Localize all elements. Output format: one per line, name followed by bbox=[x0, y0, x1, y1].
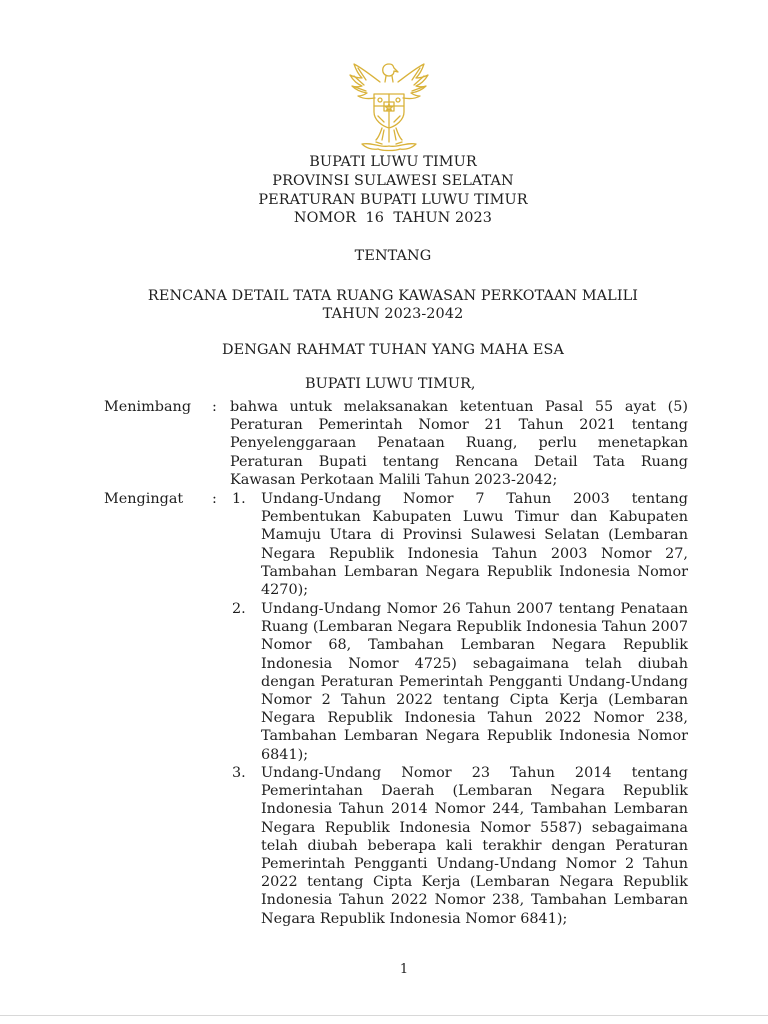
header-line-1: BUPATI LUWU TIMUR bbox=[309, 154, 477, 170]
title-line-1: RENCANA DETAIL TATA RUANG KAWASAN PERKOTAAN MALILI bbox=[147, 288, 639, 304]
rahmat-line: DENGAN RAHMAT TUHAN YANG MAHA ESA bbox=[222, 342, 564, 358]
page-number: 1 bbox=[399, 962, 409, 977]
menimbang-text: bahwa untuk melaksanakan ketentuan Pasal 55 ayat (5) Peraturan Pemerintah Nomor 21 Tahun 2021 tentang Penyelenggaraan Penataan Ruang, perlu menetapkan Peraturan Bupati tentang Rencana Detail Tata Ruang Kawasan Perkotaan Malili Tahun 2023-2042; bbox=[230, 399, 688, 488]
menimbang-label: Menimbang bbox=[104, 399, 192, 415]
mengingat-item-1-text: Undang-Undang Nomor 7 Tahun 2003 tentang Pembentukan Kabupaten Luwu Timur dan Kabupaten Mamuju Utara di Provinsi Sulawesi Selatan (Lembaran Negara Republik Indonesia Tahun 2003 Nomor 27, Tambahan Lembaran Negara Republik Indonesia Nomor 4270); bbox=[261, 491, 688, 599]
title-line-2: TAHUN 2023-2042 bbox=[322, 306, 464, 322]
tentang-heading: TENTANG bbox=[354, 248, 432, 264]
header-nomor: NOMOR 16 TAHUN 2023 bbox=[293, 210, 493, 226]
mengingat-item-3-number: 3. bbox=[232, 765, 246, 781]
garuda-emblem-icon bbox=[332, 58, 446, 152]
mengingat-item-2-text: Undang-Undang Nomor 26 Tahun 2007 tentang Penataan Ruang (Lembaran Negara Republik Indonesia Tahun 2007 Nomor 68, Tambahan Lembaran Negara Republik Indonesia Nomor 4725) sebagaimana telah diubah dengan Peraturan Pemerintah Pengganti Undang-Undang Nomor 2 Tahun 2022 tentang Cipta Kerja (Lembaran Negara Republik Indonesia Tahun 2022 Nomor 238, Tambahan Lembaran Negara Republik Indonesia Nomor 6841); bbox=[261, 601, 688, 763]
bupati-line: BUPATI LUWU TIMUR, bbox=[305, 376, 476, 392]
header-line-2: PROVINSI SULAWESI SELATAN bbox=[272, 173, 514, 189]
header-line-3: PERATURAN BUPATI LUWU TIMUR bbox=[258, 192, 528, 208]
page-bottom-edge bbox=[0, 1015, 768, 1016]
mengingat-colon: : bbox=[212, 491, 217, 507]
mengingat-label: Mengingat bbox=[104, 491, 184, 507]
mengingat-item-2-number: 2. bbox=[232, 601, 246, 617]
mengingat-item-1-number: 1. bbox=[232, 491, 246, 507]
menimbang-colon: : bbox=[212, 399, 217, 415]
mengingat-item-3-text: Undang-Undang Nomor 23 Tahun 2014 tentang Pemerintahan Daerah (Lembaran Negara Republik Indonesia Tahun 2014 Nomor 244, Tambahan Lembaran Negara Republik Indonesia Nomor 5587) sebagaimana telah diubah beberapa kali terakhir dengan Peraturan Pemerintah Pengganti Undang-Undang Nomor 2 Tahun 2022 tentang Cipta Kerja (Lembaran Negara Republik Indonesia Tahun 2022 Nomor 238, Tambahan Lembaran Negara Republik Indonesia Nomor 6841); bbox=[261, 765, 688, 927]
